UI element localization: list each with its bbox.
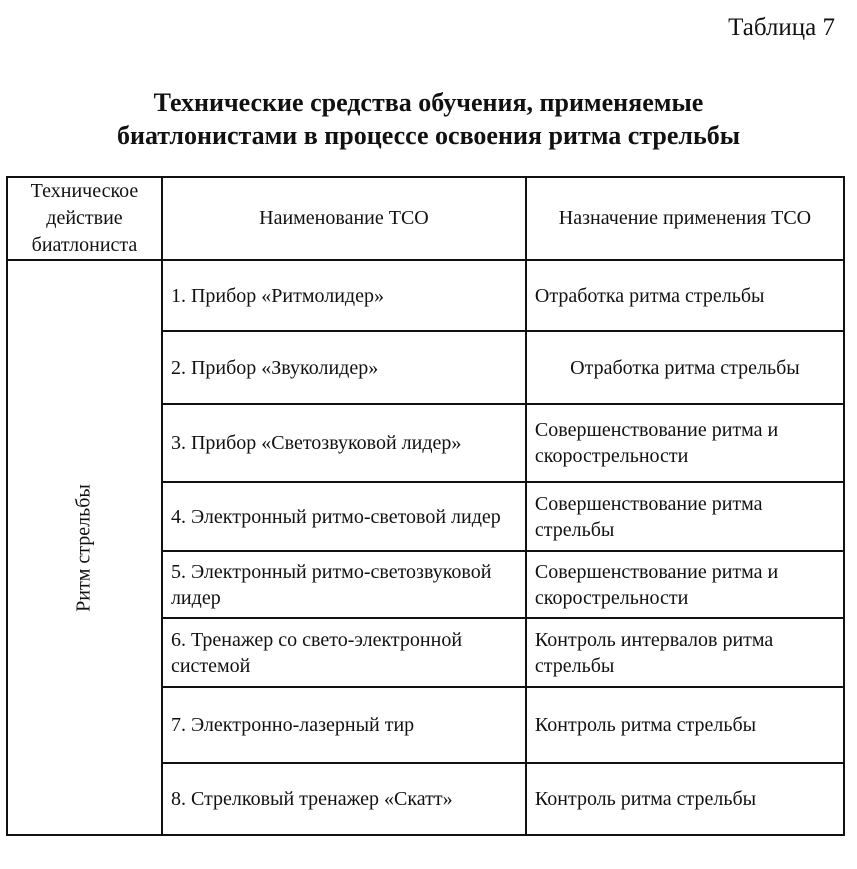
row-name: 6. Тренажер со свето-электронной системой: [162, 618, 526, 687]
header-name: Наименование ТСО: [162, 177, 526, 260]
row-name: 2. Прибор «Звуколидер»: [162, 331, 526, 404]
row-purpose: Совершенствование ритма и скорострельности: [526, 404, 844, 482]
header-purpose: Назначение применения ТСО: [526, 177, 844, 260]
row-purpose: Контроль ритма стрельбы: [526, 687, 844, 763]
group-label: Ритм стрельбы: [72, 483, 95, 612]
group-cell: [7, 260, 162, 835]
row-name: 8. Стрелковый тренажер «Скатт»: [162, 763, 526, 835]
row-purpose: Контроль интервалов ритма стрельбы: [526, 618, 844, 687]
row-name: 1. Прибор «Ритмолидер»: [162, 260, 526, 331]
row-purpose: Совершенствование ритма и скорострельности: [526, 551, 844, 618]
row-purpose: Совершенствование ритма стрельбы: [526, 482, 844, 551]
table-header-row: [7, 177, 844, 260]
title-line: биатлонистами в процессе освоения ритма стрельбы: [116, 121, 741, 150]
table-number: Таблица 7: [728, 14, 835, 41]
header-action: Техническое действие биатлониста: [7, 177, 162, 260]
row-name: 5. Электронный ритмо-светозвуковой лидер: [162, 551, 526, 618]
tso-table: [6, 176, 845, 836]
row-purpose: Контроль ритма стрельбы: [526, 763, 844, 835]
row-purpose: Отработка ритма стрельбы: [526, 331, 844, 404]
row-purpose: Отработка ритма стрельбы: [526, 260, 844, 331]
table-row: [7, 260, 844, 331]
row-name: 7. Электронно-лазерный тир: [162, 687, 526, 763]
row-name: 4. Электронный ритмо-световой лидер: [162, 482, 526, 551]
row-name: 3. Прибор «Светозвуковой лидер»: [162, 404, 526, 482]
title-line: Технические средства обучения, применяемые: [153, 88, 704, 117]
table-title: [0, 86, 857, 152]
